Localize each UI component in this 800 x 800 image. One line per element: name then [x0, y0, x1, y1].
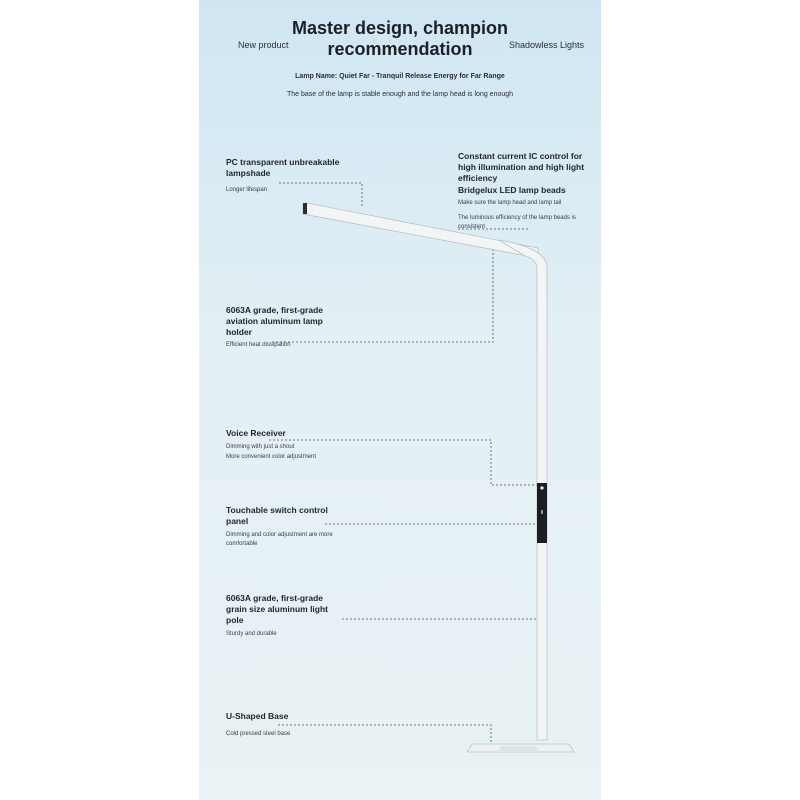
feature-lampshade-title: PC transparent unbreakable lampshade: [226, 157, 340, 178]
new-product-tag: New product: [238, 40, 289, 50]
feature-ic-control: [458, 151, 598, 232]
feature-holder-title: 6063A grade, first-grade aviation aluminum lamp holder: [226, 305, 323, 337]
feature-lampshade-desc: Longer lifespan: [226, 187, 268, 193]
feature-led-beads-title: Bridgelux LED lamp beads: [458, 185, 566, 195]
feature-voice-title: Voice Receiver: [226, 428, 286, 438]
feature-base-title: U-Shaped Base: [226, 711, 289, 721]
feature-pole: [226, 593, 346, 639]
floor-lamp-illustration: [199, 0, 601, 800]
lamp-name: Lamp Name: Quiet Far - Tranquil Release Energy for Far Range: [295, 73, 505, 80]
leader-lines: [269, 183, 537, 745]
lampshade-end-cap: [303, 203, 307, 214]
feature-voice-desc-2: More convenient color adjustment: [226, 454, 317, 460]
feature-base-desc: Cold pressed steel base: [226, 731, 291, 737]
feature-pole-desc: Sturdy and durable: [226, 631, 277, 637]
feature-voice: [226, 428, 376, 462]
voice-receiver-dot: [540, 486, 543, 489]
subtitle: The base of the lamp is stable enough and the lamp head is long enough: [286, 91, 514, 98]
feature-ic-control-desc-2: The luminous efficiency of the lamp beads is consistent: [458, 215, 576, 230]
headline-line-2: recommendation: [327, 39, 473, 59]
feature-ic-control-title: Constant current IC control for high illumination and high light efficiency: [458, 151, 585, 183]
feature-pole-title: 6063A grade, first-grade grain size aluminum light pole: [226, 593, 329, 625]
feature-base: [226, 711, 346, 739]
product-panel: [199, 0, 601, 800]
feature-lampshade: [226, 157, 366, 195]
base-cutout: [498, 746, 539, 752]
feature-switch: [226, 505, 346, 549]
feature-voice-desc-1: Dimming with just a shout: [226, 444, 295, 450]
headline-line-1: Master design, champion: [291, 18, 509, 38]
feature-switch-desc: Dimming and color adjustment are more comfortable: [226, 532, 333, 547]
feature-holder-desc: Efficient heat dissipation: [226, 342, 291, 348]
feature-holder: [226, 305, 346, 350]
feature-ic-control-desc-1: Make sure the lamp head and lamp tail: [458, 200, 562, 206]
shadowless-lights-tag: Shadowless Lights: [509, 40, 585, 50]
feature-switch-title: Touchable switch control panel: [226, 505, 328, 526]
